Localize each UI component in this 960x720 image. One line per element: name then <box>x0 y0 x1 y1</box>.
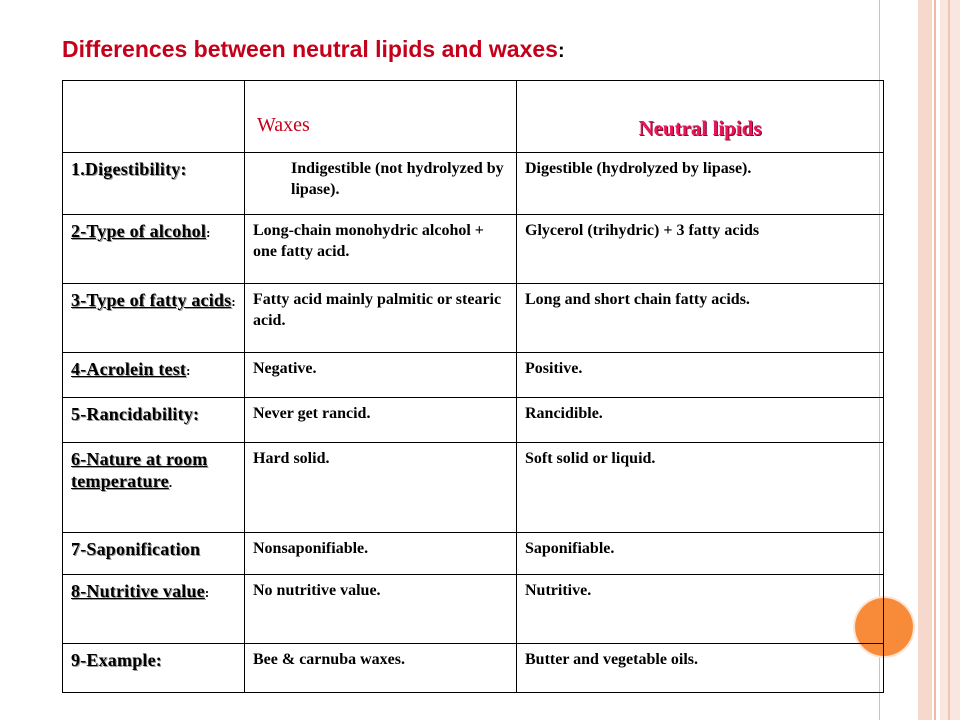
waxes-cell: Never get rancid. <box>245 398 517 443</box>
waxes-cell: No nutritive value. <box>245 575 517 644</box>
neutral-lipids-cell: Nutritive. <box>517 575 884 644</box>
property-name: 4-Acrolein test <box>71 359 187 379</box>
slide-title-text: Differences between neutral lipids and waxes <box>62 36 558 62</box>
property-suffix: : <box>186 363 191 378</box>
property-suffix: : <box>231 294 236 309</box>
property-suffix: . <box>168 474 173 490</box>
header-waxes <box>245 81 517 153</box>
right-border-stripe <box>918 0 932 720</box>
property-name: 5-Rancidability: <box>71 404 200 424</box>
neutral-lipids-cell: Butter and vegetable oils. <box>517 644 884 693</box>
table-row <box>63 644 884 693</box>
waxes-cell: Negative. <box>245 353 517 398</box>
property-name: 3-Type of fatty acids <box>71 290 232 310</box>
right-border-stripe <box>948 0 950 720</box>
property-cell <box>63 153 245 215</box>
property-suffix: : <box>206 225 211 240</box>
header-neutral-lipids <box>517 81 884 153</box>
neutral-lipids-cell: Rancidible. <box>517 398 884 443</box>
neutral-lipids-cell: Positive. <box>517 353 884 398</box>
property-cell <box>63 533 245 575</box>
table-row <box>63 153 884 215</box>
neutral-lipids-cell: Saponifiable. <box>517 533 884 575</box>
neutral-lipids-cell: Soft solid or liquid. <box>517 443 884 533</box>
comparison-table <box>62 80 884 693</box>
waxes-cell: Nonsaponifiable. <box>245 533 517 575</box>
neutral-lipids-cell: Digestible (hydrolyzed by lipase). <box>517 153 884 215</box>
waxes-cell: Hard solid. <box>245 443 517 533</box>
property-cell <box>63 443 245 533</box>
property-cell <box>63 284 245 353</box>
waxes-cell: Long-chain monohydric alcohol + one fatty acid. <box>245 215 517 284</box>
property-name: 7-Saponification <box>71 539 201 559</box>
property-cell <box>63 353 245 398</box>
table-row <box>63 533 884 575</box>
slide-title <box>62 36 565 63</box>
table-row <box>63 215 884 284</box>
waxes-cell: Bee & carnuba waxes. <box>245 644 517 693</box>
right-border-stripe <box>940 0 960 720</box>
right-border-stripe <box>934 0 936 720</box>
table-header-row <box>63 81 884 153</box>
waxes-cell: Indigestible (not hydrolyzed by lipase). <box>245 153 517 215</box>
property-name: 6-Nature at room temperature <box>71 449 208 491</box>
property-cell <box>63 398 245 443</box>
table-row <box>63 575 884 644</box>
neutral-lipids-cell: Glycerol (trihydric) + 3 fatty acids <box>517 215 884 284</box>
neutral-lipids-cell: Long and short chain fatty acids. <box>517 284 884 353</box>
property-name: 2-Type of alcohol <box>71 221 207 241</box>
slide-title-colon: : <box>557 40 565 62</box>
property-cell <box>63 644 245 693</box>
table-row <box>63 284 884 353</box>
waxes-cell: Fatty acid mainly palmitic or stearic acid. <box>245 284 517 353</box>
table-row <box>63 353 884 398</box>
header-blank-cell <box>63 81 245 153</box>
header-neutral-lipids-label: Neutral lipids <box>638 115 762 140</box>
property-name: 9-Example: <box>71 650 162 670</box>
property-cell <box>63 575 245 644</box>
property-suffix: : <box>204 585 210 600</box>
property-name: 8-Nutritive value <box>71 581 205 601</box>
header-waxes-label: Waxes <box>257 114 310 136</box>
property-name: 1.Digestibility: <box>71 159 187 179</box>
table-row <box>63 398 884 443</box>
table-row <box>63 443 884 533</box>
property-cell <box>63 215 245 284</box>
